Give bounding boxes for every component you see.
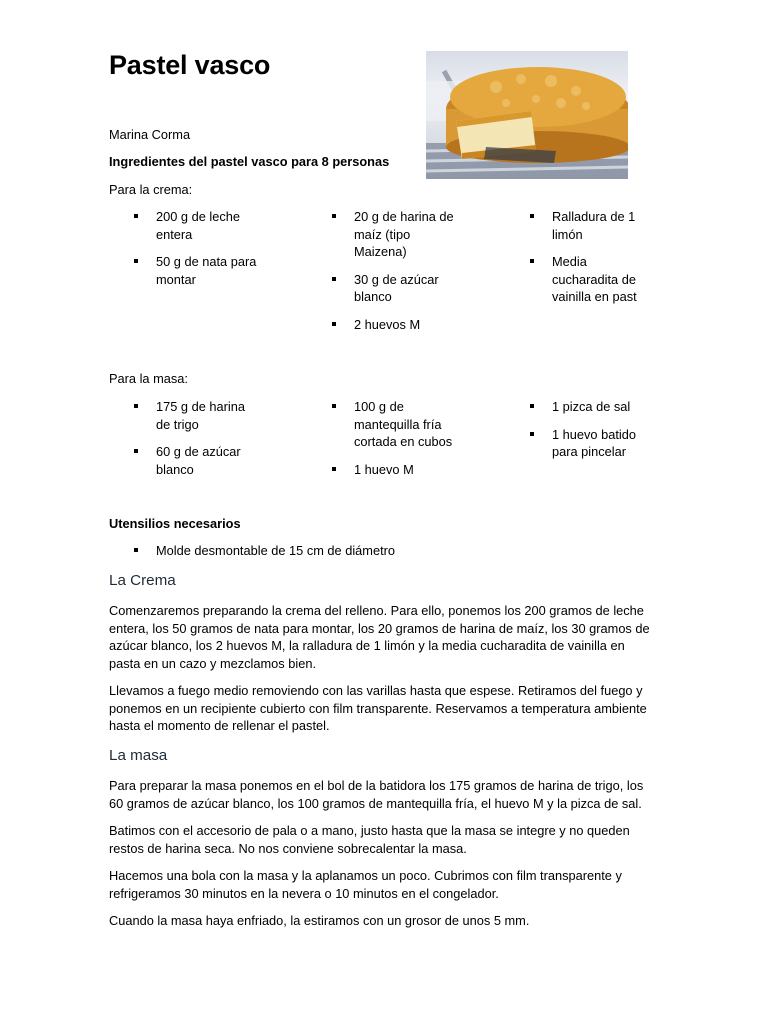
bullet-icon (332, 322, 336, 326)
bullet-icon (332, 404, 336, 408)
cake-photo-illustration (426, 51, 628, 179)
masa-section-title: La masa (109, 747, 168, 764)
masa-paragraph-2: Batimos con el accesorio de pala o a mano, justo hasta que la masa se integre y no queden restos de harina seca. No nos conviene sobrecalentar la masa. (109, 823, 630, 856)
masa-column-1 (134, 398, 254, 488)
bullet-icon (134, 214, 138, 218)
cake-photo (426, 51, 628, 179)
bullet-icon (530, 432, 534, 436)
crema-column-2 (332, 208, 464, 343)
crema-paragraph-1: Comenzaremos preparando la crema del relleno. Para ello, ponemos los 200 gramos de leche entera, los 50 gramos de nata para montar, los 20 gramos de harina de maíz, los 30 gramos de azúcar blanco, los 2 huevos M, la ralladura de 1 limón y la media cucharadita de vainilla en pasta en un cazo y mezclamos bien. (109, 603, 650, 671)
masa-column-3 (530, 398, 648, 471)
masa-paragraph-1: Para preparar la masa ponemos en el bol de la batidora los 175 gramos de harina de trigo, los 60 gramos de azúcar blanco, los 100 gramos de mantequilla fría, el huevo M y la pizca de sal. (109, 778, 644, 811)
masa-label: Para la masa: (109, 371, 188, 386)
list-item: Media cucharadita de vainilla en past (530, 253, 648, 306)
masa-paragraph-4: Cuando la masa haya enfriado, la estiramos con un grosor de unos 5 mm. (109, 913, 530, 928)
bullet-icon (134, 404, 138, 408)
list-item: Ralladura de 1 limón (530, 208, 648, 243)
bullet-icon (332, 277, 336, 281)
masa-paragraph-3: Hacemos una bola con la masa y la aplanamos un poco. Cubrimos con film transparente y refrigeramos 30 minutos en la nevera o 10 minutos en el congelador. (109, 868, 622, 901)
utensils-heading: Utensilios necesarios (109, 516, 241, 531)
list-item: 30 g de azúcar blanco (332, 271, 464, 306)
list-item: 1 huevo M (332, 461, 464, 479)
list-item: 100 g de mantequilla fría cortada en cubos (332, 398, 464, 451)
crema-section-title: La Crema (109, 572, 176, 589)
list-item: 20 g de harina de maíz (tipo Maizena) (332, 208, 464, 261)
list-item: 2 huevos M (332, 316, 464, 334)
crema-column-1 (134, 208, 274, 298)
bullet-icon (530, 214, 534, 218)
bullet-icon (134, 449, 138, 453)
page-title: Pastel vasco (109, 50, 271, 80)
bullet-icon (530, 404, 534, 408)
list-item: 200 g de leche entera (134, 208, 274, 243)
list-item: 50 g de nata para montar (134, 253, 274, 288)
bullet-icon (530, 259, 534, 263)
bullet-icon (332, 214, 336, 218)
crema-paragraph-2: Llevamos a fuego medio removiendo con las varillas hasta que espese. Retiramos del fuego y ponemos en un recipiente cubierto con film transparente. Reservamos a temperatura ambiente hasta el momento de rellenar el pastel. (109, 683, 647, 734)
crema-column-3 (530, 208, 648, 316)
list-item: 1 huevo batido para pincelar (530, 426, 648, 461)
author-name: Marina Corma (109, 127, 191, 142)
list-item: 1 pizca de sal (530, 398, 648, 416)
bullet-icon (134, 259, 138, 263)
list-item: 175 g de harina de trigo (134, 398, 254, 433)
ingredients-heading: Ingredientes del pastel vasco para 8 personas (109, 154, 390, 169)
masa-column-2 (332, 398, 464, 488)
list-item: 60 g de azúcar blanco (134, 443, 254, 478)
list-item: Molde desmontable de 15 cm de diámetro (134, 542, 534, 560)
bullet-icon (332, 467, 336, 471)
crema-label: Para la crema: (109, 182, 193, 197)
bullet-icon (134, 548, 138, 552)
utensils-list (134, 542, 534, 570)
